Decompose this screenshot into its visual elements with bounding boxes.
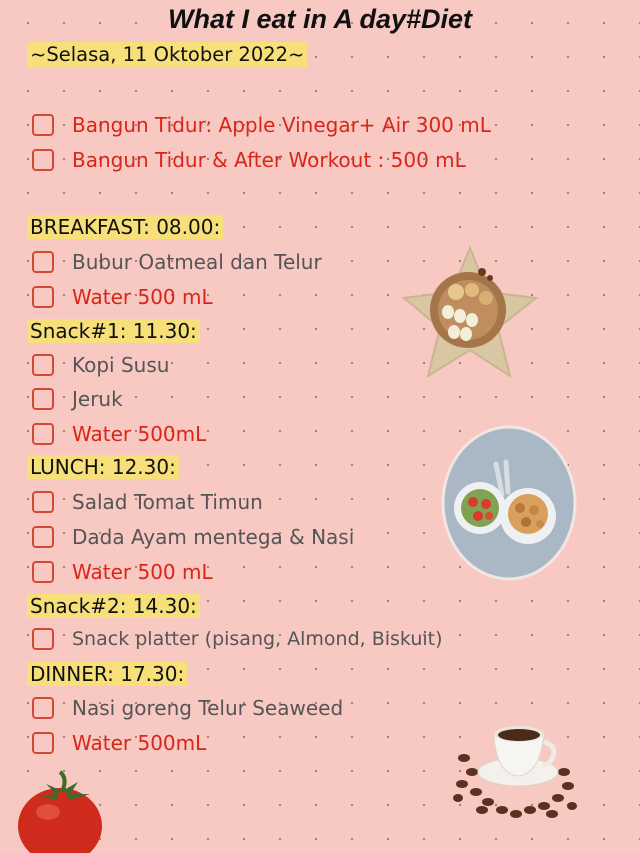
checklist-item [32, 113, 491, 137]
checkbox[interactable] [32, 114, 54, 136]
checkbox[interactable] [32, 286, 54, 308]
checklist-item [32, 628, 443, 650]
page-title: What I eat in A day#Diet [167, 4, 473, 34]
section-header-snack1: Snack#1: 11.30: [27, 319, 200, 343]
tomato-photo [14, 770, 110, 853]
checklist-item [32, 731, 206, 755]
lunch-plates-photo [440, 424, 578, 582]
checkbox[interactable] [32, 423, 54, 445]
checkbox[interactable] [32, 561, 54, 583]
checkbox[interactable] [32, 388, 54, 410]
checkbox[interactable] [32, 491, 54, 513]
section-header-lunch: LUNCH: 12.30: [27, 455, 179, 479]
checkbox[interactable] [32, 251, 54, 273]
item-text: Jeruk [72, 387, 123, 411]
item-text: Bangun Tidur & After Workout : 500 mL [72, 148, 466, 172]
checklist-item [32, 387, 123, 411]
coffee-cup-photo [452, 706, 578, 826]
checkbox[interactable] [32, 628, 54, 650]
date-banner: ~Selasa, 11 Oktober 2022~ [27, 42, 307, 67]
checklist-item [32, 696, 343, 720]
checklist-item [32, 250, 322, 274]
oatmeal-star-photo [398, 240, 542, 384]
checklist-item [32, 490, 263, 514]
item-text: Salad Tomat Timun [72, 490, 263, 514]
checkbox[interactable] [32, 697, 54, 719]
checklist-item [32, 422, 206, 446]
section-header-breakfast: BREAKFAST: 08.00: [27, 215, 223, 239]
checklist-item [32, 285, 213, 309]
item-text: Bubur Oatmeal dan Telur [72, 250, 322, 274]
item-text: Nasi goreng Telur Seaweed [72, 696, 344, 720]
item-text: Water 500mL [72, 731, 207, 755]
checklist-item [32, 525, 354, 549]
checklist-item [32, 148, 466, 172]
item-text: Dada Ayam mentega & Nasi [72, 525, 355, 549]
item-text: Water 500 mL [72, 560, 213, 584]
item-text: Kopi Susu [72, 353, 170, 377]
section-header-dinner: DINNER: 17.30: [27, 662, 187, 686]
checkbox[interactable] [32, 732, 54, 754]
item-text: Snack platter (pisang, Almond, Biskuit) [72, 628, 443, 650]
item-text: Bangun Tidur: Apple Vinegar+ Air 300 mL [72, 113, 491, 137]
section-header-snack2: Snack#2: 14.30: [27, 594, 200, 618]
item-text: Water 500mL [72, 422, 207, 446]
checklist-item [32, 560, 213, 584]
checkbox[interactable] [32, 354, 54, 376]
checkbox[interactable] [32, 149, 54, 171]
checklist-item [32, 353, 169, 377]
item-text: Water 500 mL [72, 285, 213, 309]
checkbox[interactable] [32, 526, 54, 548]
